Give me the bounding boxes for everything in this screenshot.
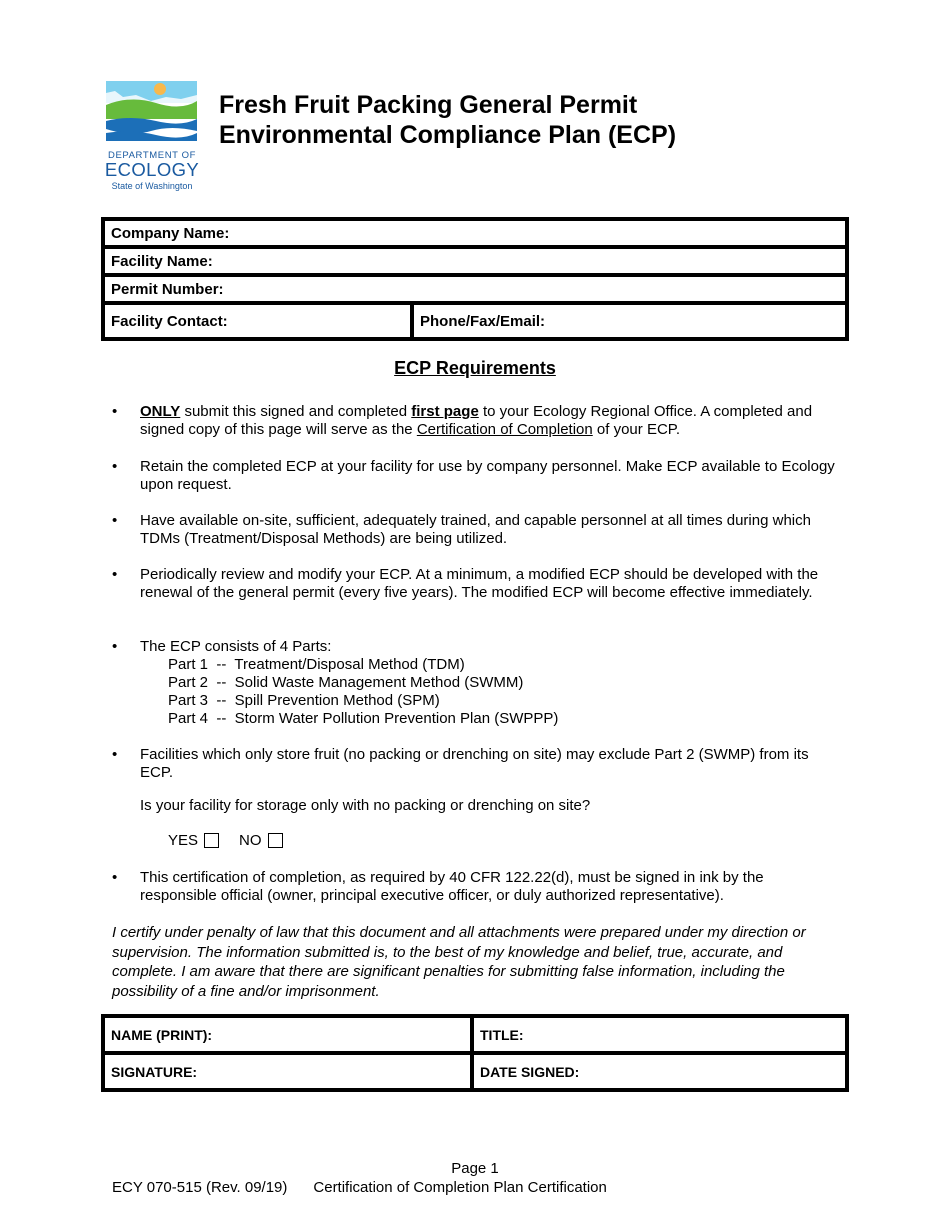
- yes-checkbox[interactable]: [204, 833, 219, 848]
- bullet-5-text: [140, 638, 840, 728]
- facility-contact-field[interactable]: [103, 303, 412, 339]
- logo-line2: ECOLOGY: [104, 159, 200, 180]
- facility-info-table: [101, 217, 849, 341]
- phone-fax-email-field[interactable]: [412, 303, 847, 339]
- storage-answer-group: [168, 832, 303, 849]
- part-2: Part 2 -- Solid Waste Management Method (SWMM): [168, 674, 524, 691]
- bullet-6-text: Facilities which only store fruit (no packing or drenching on site) may exclude Part 2 (SWMP) from its ECP.: [140, 746, 809, 781]
- document-title: [219, 90, 676, 150]
- signature-label: SIGNATURE:: [111, 1063, 198, 1080]
- signature-field[interactable]: [103, 1053, 472, 1090]
- bullet-4-text: Periodically review and modify your ECP. At a minimum, a modified ECP should be developed with the renewal of the general permit (every five years). The modified ECP will become effective immediately.: [140, 566, 819, 601]
- logo-water: [106, 118, 197, 134]
- bullet-3-text: Have available on-site, sufficient, adequately trained, and capable personnel at all times during which TDMs (Treatment/Disposal Methods) are being utilized.: [140, 512, 811, 547]
- certification-emphasis: Certification of Completion: [416, 421, 593, 438]
- bullet-4-dot: •: [112, 566, 118, 583]
- bullet-6-dot: •: [112, 746, 118, 763]
- bullet-1-part-c: of your ECP.: [592, 421, 681, 438]
- signature-table: [101, 1014, 849, 1092]
- phone-fax-email-label: Phone/Fax/Email:: [420, 312, 546, 330]
- bullet-7-text: This certification of completion, as required by 40 CFR 122.22(d), must be signed in ink by the responsible official (owner, principal executive officer, or duly authorized representative).: [140, 869, 764, 904]
- permit-number-field[interactable]: [103, 275, 847, 303]
- company-name-label: Company Name:: [111, 224, 230, 242]
- certification-statement: I certify under penalty of law that this document and all attachments were prepared under my direction or supervision. The information submitted is, to the best of my knowledge and belief, true, accurate, and complete. I am aware that there are significant penalties for submitting false information, including the possibility of a fine and/or imprisonment.: [112, 924, 806, 1000]
- logo-line3: State of Washington: [111, 181, 193, 191]
- part-1: Part 1 -- Treatment/Disposal Method (TDM): [168, 656, 465, 673]
- form-number: ECY 070-515 (Rev. 09/19): [112, 1179, 288, 1196]
- bullet-1-dot: •: [112, 403, 118, 420]
- logo-sun: [154, 83, 166, 95]
- first-page-emphasis: first page: [411, 403, 479, 420]
- name-print-field[interactable]: [103, 1016, 472, 1053]
- page-number: Page 1: [451, 1160, 499, 1177]
- logo-line1: DEPARTMENT OF: [107, 150, 197, 161]
- bullet-1-part-b: to your Ecology Regional Office. A completed and signed copy of this page will serve as the: [140, 403, 813, 438]
- no-checkbox[interactable]: [268, 833, 283, 848]
- date-signed-field[interactable]: [472, 1053, 847, 1090]
- bullet-5-dot: •: [112, 638, 118, 655]
- requirements-heading: ECP Requirements: [394, 358, 556, 378]
- title-label: TITLE:: [480, 1026, 524, 1043]
- form-description: Certification of Completion Plan Certification: [313, 1179, 607, 1196]
- storage-question: Is your facility for storage only with no packing or drenching on site?: [140, 797, 591, 814]
- part-4: Part 4 -- Storm Water Pollution Prevention Plan (SWPPP): [168, 710, 559, 727]
- only-emphasis: ONLY: [140, 403, 181, 420]
- footer-line: [112, 1179, 607, 1196]
- date-signed-label: DATE SIGNED:: [480, 1063, 580, 1080]
- title-line-2: Environmental Compliance Plan (ECP): [219, 121, 677, 149]
- ecology-logo: [101, 79, 201, 194]
- parts-intro: The ECP consists of 4 Parts:: [140, 638, 332, 655]
- no-label: NO: [239, 832, 262, 849]
- company-name-field[interactable]: [103, 219, 847, 247]
- facility-name-label: Facility Name:: [111, 252, 213, 270]
- bullet-2-text: Retain the completed ECP at your facility for use by company personnel. Make ECP available to Ecology upon request.: [140, 458, 835, 493]
- bullet-3-dot: •: [112, 512, 118, 529]
- facility-contact-label: Facility Contact:: [111, 312, 228, 330]
- bullet-7-dot: •: [112, 869, 118, 886]
- yes-label: YES: [168, 832, 199, 849]
- name-print-label: NAME (PRINT):: [111, 1026, 213, 1043]
- bullet-1-part-a: submit this signed and completed: [180, 403, 412, 420]
- part-3: Part 3 -- Spill Prevention Method (SPM): [168, 692, 440, 709]
- bullet-2-dot: •: [112, 458, 118, 475]
- bullet-1-text: [140, 403, 840, 439]
- facility-name-field[interactable]: [103, 247, 847, 275]
- title-line-1: Fresh Fruit Packing General Permit: [219, 91, 638, 119]
- title-field[interactable]: [472, 1016, 847, 1053]
- permit-number-label: Permit Number:: [111, 280, 224, 298]
